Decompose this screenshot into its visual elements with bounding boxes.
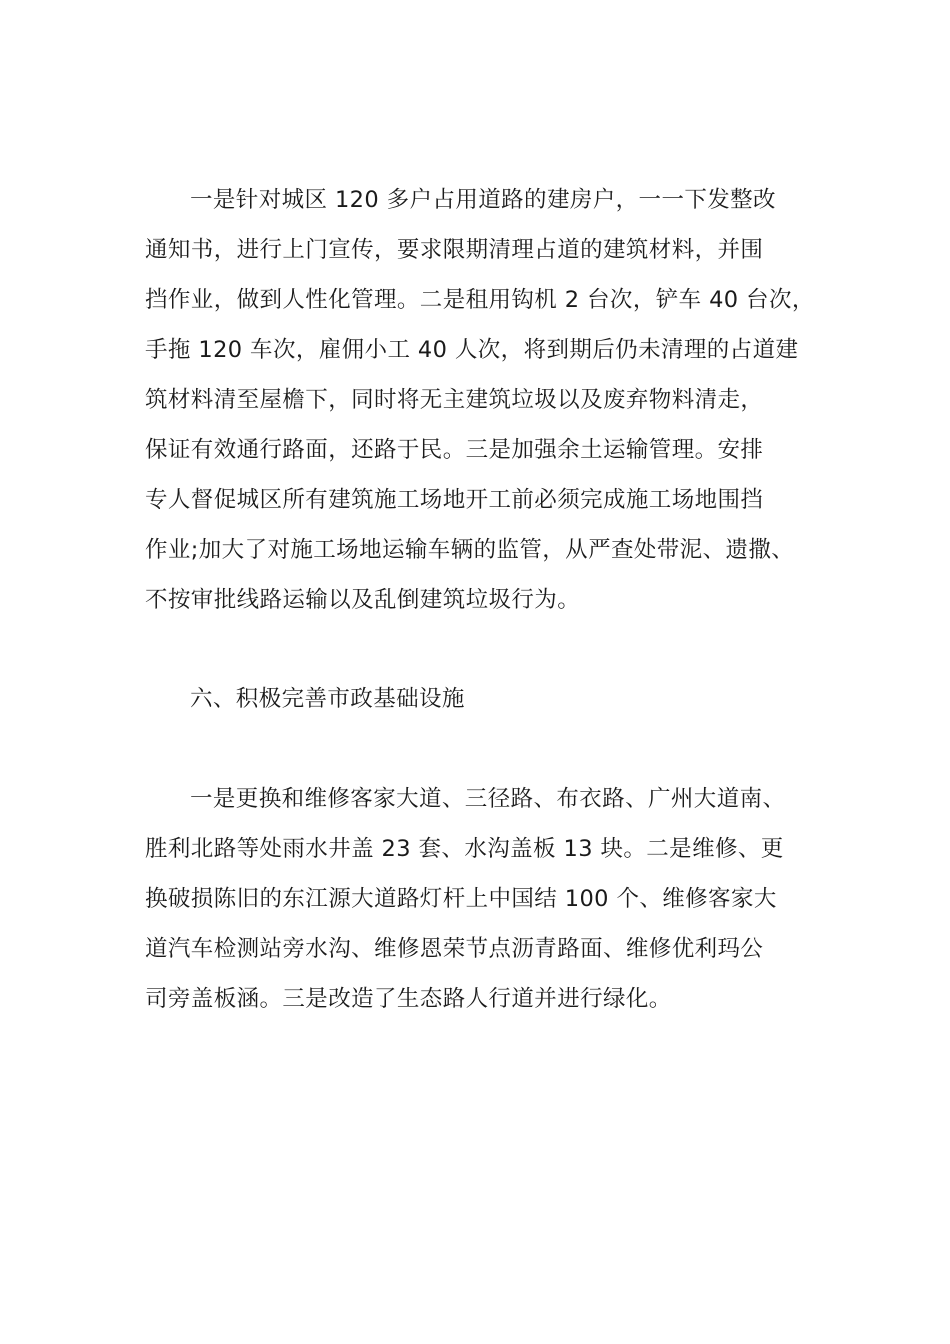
paragraph-2-line: 一是更换和维修客家大道、三径路、布衣路、广州大道南、 [190,786,786,812]
paragraph-1-line: 筑材料清至屋檐下，同时将无主建筑垃圾以及废弃物料清走， [145,387,764,413]
paragraph-2-line: 司旁盖板涵。三是改造了生态路人行道并进行绿化。 [145,986,672,1012]
paragraph-2-line: 道汽车检测站旁水沟、维修恩荣节点沥青路面、维修优利玛公 [145,936,764,962]
paragraph-1-line: 挡作业，做到人性化管理。二是租用钩机 2 台次，铲车 40 台次， [145,287,815,313]
paragraph-1-line: 作业;加大了对施工场地运输车辆的监管，从严查处带泥、遗撒、 [145,537,795,563]
paragraph-2-line: 换破损陈旧的东江源大道路灯杆上中国结 100 个、维修客家大 [145,886,777,912]
paragraph-1-line: 不按审批线路运输以及乱倒建筑垃圾行为。 [145,587,581,613]
paragraph-1-line: 一是针对城区 120 多户占用道路的建房户，一一下发整改 [190,187,776,213]
section-heading: 六、积极完善市政基础设施 [190,686,465,712]
paragraph-1-line: 手拖 120 车次，雇佣小工 40 人次，将到期后仍未清理的占道建 [145,337,799,363]
paragraph-1-line: 通知书，进行上门宣传，要求限期清理占道的建筑材料，并围 [145,237,764,263]
paragraph-2-line: 胜利北路等处雨水井盖 23 套、水沟盖板 13 块。二是维修、更 [145,836,784,862]
paragraph-1-line: 保证有效通行路面，还路于民。三是加强余土运输管理。安排 [145,437,764,463]
paragraph-1-line: 专人督促城区所有建筑施工场地开工前必须完成施工场地围挡 [145,487,764,513]
